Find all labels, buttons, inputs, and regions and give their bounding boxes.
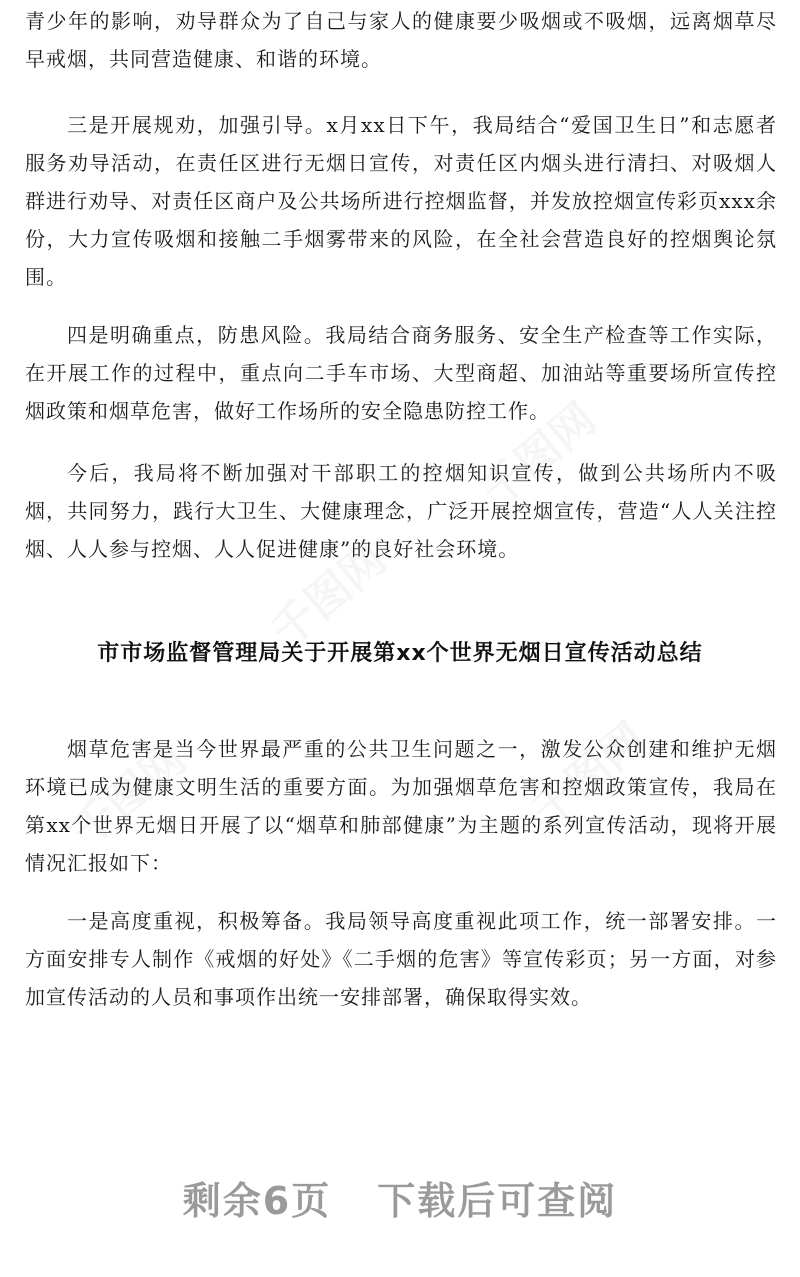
watermark: 千图网 (521, 713, 656, 838)
download-prompt[interactable] (0, 1170, 800, 1225)
watermark: 千图网 (261, 533, 396, 658)
paragraph-1: 青少年的影响，劝导群众为了自己与家人的健康要少吸烟或不吸烟，远离烟草尽早戒烟，共同营造健康、和谐的环境。 (25, 9, 777, 71)
document-title: 市市场监督管理局关于开展第xx个世界无烟日宣传活动总结 (97, 641, 703, 666)
watermark: 千图网 (61, 733, 196, 858)
download-hint-label: 下载后可查阅 (377, 1179, 618, 1223)
paragraph-2: 三是开展规劝，加强引导。x月xx日下午，我局结合“爱国卫生日”和志愿者服务劝导活动，在责任区进行无烟日宣传，对责任区内烟头进行清扫、对吸烟人群进行劝导、对责任区商户及公共场所进行控烟监督，并发放控烟宣传彩页xxx余份，大力宣传吸烟和接触二手烟雾带来的风险，在全社会营造良好的控烟舆论氛围。 (25, 113, 777, 289)
watermark: 千图网 (471, 393, 606, 518)
paragraph-3: 四是明确重点，防患风险。我局结合商务服务、安全生产检查等工作实际，在开展工作的过程中，重点向二手车市场、大型商超、加油站等重要场所宣传控烟政策和烟草危害，做好工作场所的安全隐患防控工作。 (25, 323, 777, 423)
paragraph-4: 今后，我局将不断加强对干部职工的控烟知识宣传，做到公共场所内不吸烟，共同努力，践行大卫生、大健康理念，广泛开展控烟宣传，营造“人人关注控烟、人人参与控烟、人人促进健康”的良好社会环境。 (25, 461, 777, 561)
paragraph-5: 烟草危害是当今世界最严重的公共卫生问题之一，激发公众创建和维护无烟环境已成为健康文明生活的重要方面。为加强烟草危害和控烟政策宣传，我局在第xx个世界无烟日开展了以“烟草和肺部健康”为主题的系列宣传活动，现将开展情况汇报如下： (25, 737, 777, 875)
paragraph-6: 一是高度重视，积极筹备。我局领导高度重视此项工作，统一部署安排。一方面安排专人制作《戒烟的好处》《二手烟的危害》等宣传彩页；另一方面，对参加宣传活动的人员和事项作出统一安排部署，确保取得实效。 (25, 909, 777, 1009)
remaining-pages-label: 剩余6页 (182, 1179, 332, 1223)
